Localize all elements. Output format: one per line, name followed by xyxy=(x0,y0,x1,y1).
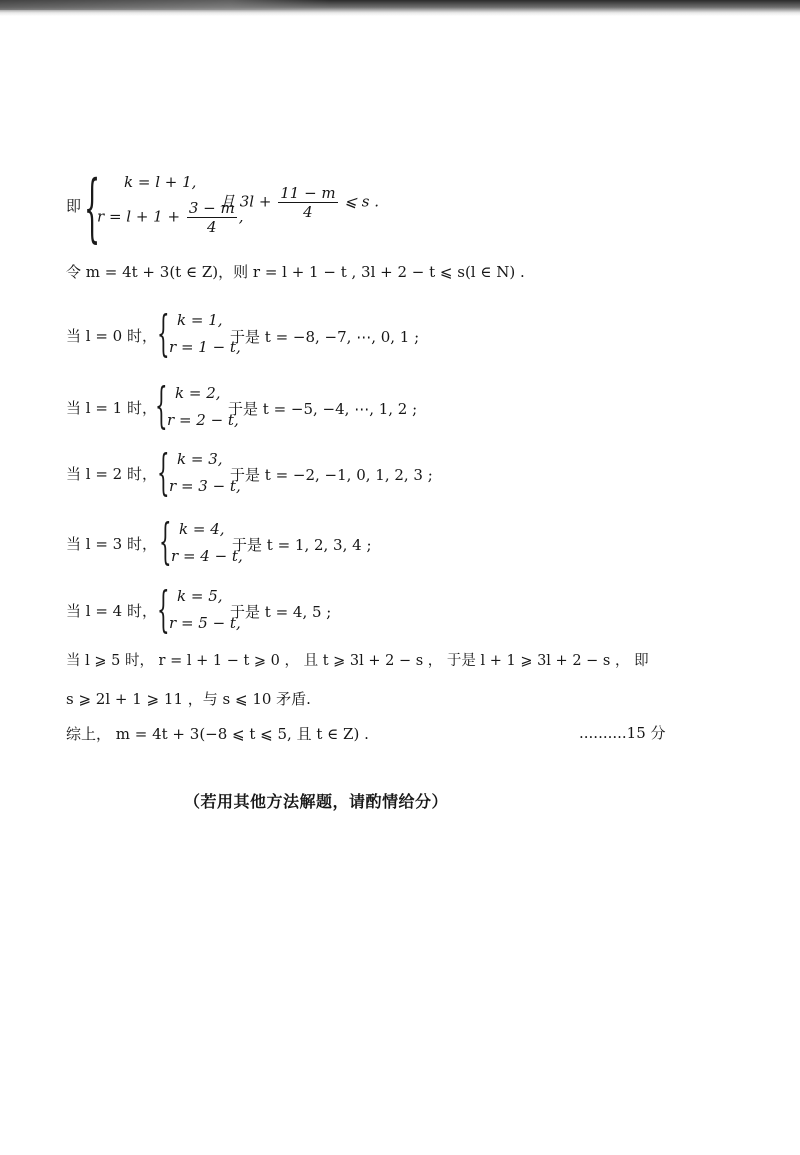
case-l3-row-1: k = 4, xyxy=(179,520,225,538)
case-l0-brace: { xyxy=(157,307,170,363)
case-l4-brace: { xyxy=(157,583,170,639)
ji-row-2-lead: r = l + 1 + xyxy=(97,207,185,226)
case-l1-lead: 当 l = 1 时， xyxy=(66,399,157,417)
case-l4-row-2: r = 5 − t, xyxy=(169,614,241,632)
ji-condition-lead: 且 3l + xyxy=(220,192,277,211)
case-l4-lead: 当 l = 4 时， xyxy=(66,602,157,620)
case-l2-row-1: k = 3, xyxy=(177,450,223,468)
case-l3-lead: 当 l = 3 时， xyxy=(66,535,157,553)
case-l1-result: 于是 t = −5, −4, ⋯, 1, 2 ; xyxy=(228,400,418,418)
ji-brace: { xyxy=(84,164,101,251)
case-l3-brace: { xyxy=(159,515,172,571)
case-l-ge5-line: 当 l ⩾ 5 时， r = l + 1 − t ⩾ 0 ， 且 t ⩾ 3l + 2 − s ， 于是 l + 1 ⩾ 3l + 2 − s ， 即 xyxy=(66,653,649,669)
ji-condition xyxy=(220,184,379,221)
ji-condition-tail: ⩽ s . xyxy=(339,192,379,211)
case-l2-result: 于是 t = −2, −1, 0, 1, 2, 3 ; xyxy=(230,466,433,484)
summary-line: 综上， m = 4t + 3(−8 ⩽ t ⩽ 5, 且 t ∈ Z) . xyxy=(66,725,369,743)
case-l3-row-2: r = 4 − t, xyxy=(171,547,243,565)
ji-condition-numerator: 11 − m xyxy=(280,184,336,202)
ji-row-2-tail: , xyxy=(238,207,244,226)
case-l1-brace: { xyxy=(155,379,168,435)
case-l4-row-1: k = 5, xyxy=(177,587,223,605)
ji-fraction-numerator: 3 − m xyxy=(188,199,235,217)
case-l1-row-2: r = 2 − t, xyxy=(167,411,239,429)
let-m-line: 令 m = 4t + 3(t ∈ Z)，则 r = l + 1 − t , 3l + 2 − t ⩽ s(l ∈ N) . xyxy=(66,263,525,281)
contradiction-line: s ⩾ 2l + 1 ⩾ 11 ，与 s ⩽ 10 矛盾. xyxy=(66,690,311,708)
ji-condition-fraction xyxy=(278,184,337,221)
scan-top-shadow xyxy=(0,0,330,10)
case-l2-row-2: r = 3 − t, xyxy=(169,477,241,495)
ji-row-1: k = l + 1, xyxy=(124,173,197,191)
case-l0-result: 于是 t = −8, −7, ⋯, 0, 1 ; xyxy=(230,328,420,346)
case-l0-row-1: k = 1, xyxy=(177,311,223,329)
closing-note: （若用其他方法解题，请酌情给分） xyxy=(184,792,449,811)
ji-fraction-denominator: 4 xyxy=(206,218,217,236)
case-l0-lead: 当 l = 0 时， xyxy=(66,327,157,345)
ji-prefix: 即 xyxy=(66,197,82,215)
case-l0-row-2: r = 1 − t, xyxy=(169,338,241,356)
score-marker: ..........15 分 xyxy=(579,724,666,742)
ji-condition-denominator: 4 xyxy=(303,203,313,221)
case-l2-brace: { xyxy=(157,446,170,502)
case-l2-lead: 当 l = 2 时， xyxy=(66,465,157,483)
case-l1-row-1: k = 2, xyxy=(175,384,221,402)
case-l3-result: 于是 t = 1, 2, 3, 4 ; xyxy=(232,536,372,554)
case-l4-result: 于是 t = 4, 5 ; xyxy=(230,603,332,621)
